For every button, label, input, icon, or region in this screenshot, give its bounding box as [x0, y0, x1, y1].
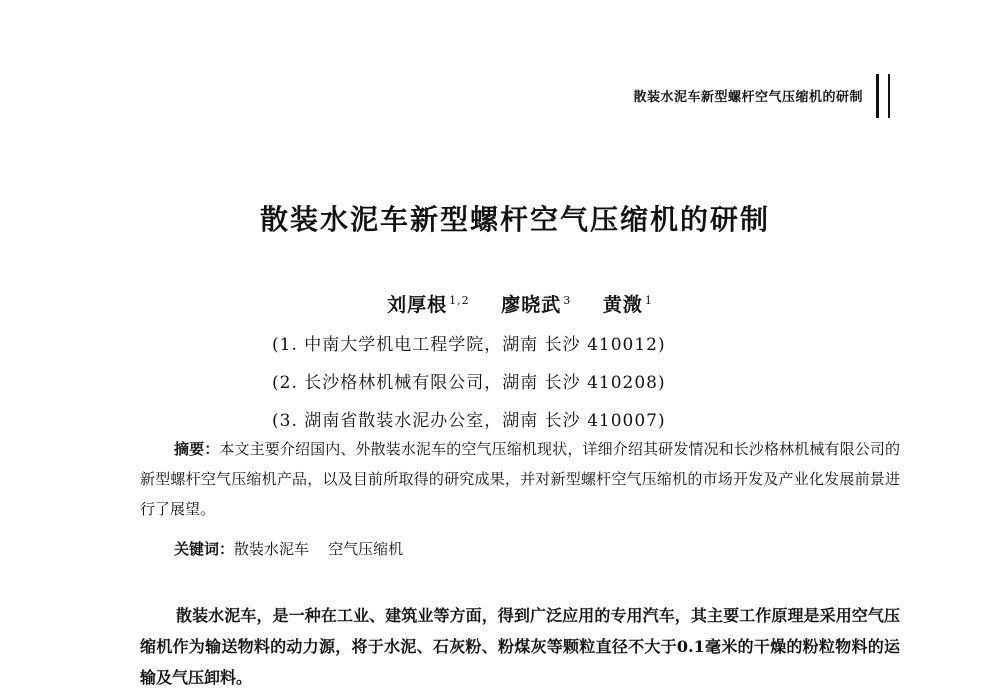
author-affiliation-mark: 1 — [644, 293, 653, 307]
author-affiliation-mark: 3 — [563, 293, 572, 307]
header-rule — [876, 74, 890, 118]
keywords-label: 关键词： — [174, 540, 235, 558]
author-name: 刘厚根 — [387, 294, 448, 316]
running-header: 散装水泥车新型螺杆空气压缩机的研制 — [633, 90, 863, 105]
abstract — [140, 434, 900, 524]
body-paragraph: 散装水泥车，是一种在工业、建筑业等方面，得到广泛应用的专用汽车，其主要工作原理是采用空气压缩机作为输送物料的动力源，将于水泥、石灰粉、粉煤灰等颗粒直径不大于0.1毫米的干燥的粉粒物料的运输及气压卸料。 — [140, 606, 900, 687]
author — [501, 294, 571, 316]
keywords — [174, 534, 934, 564]
author-name: 廖晓武 — [501, 294, 562, 316]
abstract-text: 本文主要介绍国内、外散装水泥车的空气压缩机现状，详细介绍其研发情况和长沙格林机械有限公司的新型螺杆空气压缩机产品，以及目前所取得的研究成果，并对新型螺杆空气压缩机的市场开发及产业化发展前景进行了展望。 — [140, 440, 900, 518]
author-affiliation-mark: 1,2 — [449, 293, 470, 307]
author — [603, 294, 653, 316]
abstract-label: 摘要： — [174, 440, 220, 458]
author — [387, 294, 470, 316]
affiliation: (2. 长沙格林机械有限公司，湖南 长沙 410208) — [272, 373, 666, 393]
author-name: 黄溦 — [602, 294, 643, 316]
paper-title: 散装水泥车新型螺杆空气压缩机的研制 — [259, 203, 770, 236]
author-list — [0, 290, 1000, 317]
affiliation: (1. 中南大学机电工程学院，湖南 长沙 410012) — [272, 335, 666, 355]
keywords-text: 散装水泥车 空气压缩机 — [234, 540, 404, 558]
affiliation: (3. 湖南省散装水泥办公室，湖南 长沙 410007) — [272, 411, 666, 431]
